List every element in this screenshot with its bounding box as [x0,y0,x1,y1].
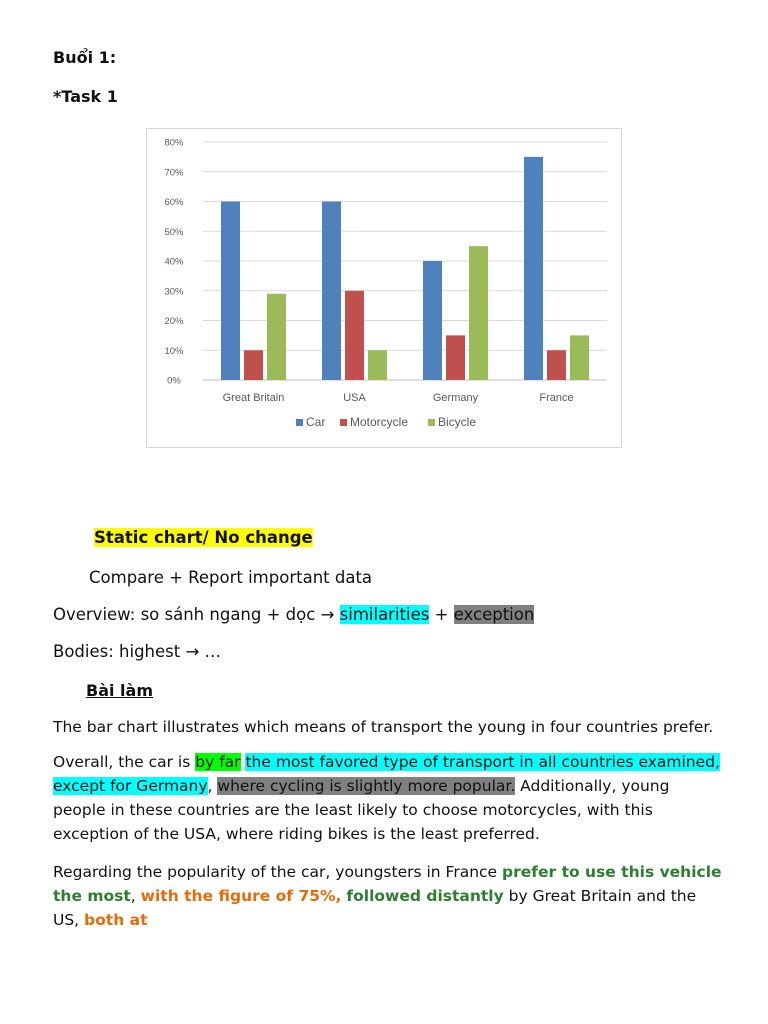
x-tick-label: Great Britain [222,392,285,404]
x-tick-label: USA [343,392,366,404]
y-tick-label: 80% [164,137,184,149]
essay-paragraph-3 [53,860,723,932]
bar-car [322,202,341,381]
static-chart-label: Static chart/ No change [94,528,313,547]
y-tick-label: 30% [164,286,184,298]
bar-motorcycle [547,350,566,380]
arrow-icon: → [320,605,335,624]
bar-car [524,157,543,380]
legend-swatch [428,419,435,426]
bar-chart [146,128,622,448]
bar-car [221,202,240,381]
essay-paragraph-1: The bar chart illustrates which means of transport the young in four countries prefer. [53,718,714,736]
legend-label: Car [306,415,326,429]
x-tick-label: Germany [432,392,479,404]
bodies-suffix: … [199,642,222,661]
legend-swatch [296,419,303,426]
p2-highlight-main: the most favored type of transport in all countries examined, except for Germany [53,753,720,795]
legend-label: Motorcycle [350,415,409,429]
bar-car [423,261,442,380]
p2-text-a: Overall, the car is [53,753,196,771]
overview-note [53,605,534,624]
exception-label: exception [453,605,535,624]
y-tick-label: 60% [164,197,184,208]
bodies-note [53,642,221,661]
y-tick-label: 40% [164,256,184,268]
x-tick-label: France [539,392,574,404]
bodies-prefix: Bodies: highest [53,642,186,661]
bar-bicycle [368,350,387,380]
p2-text-e: , [207,777,218,795]
bar-motorcycle [345,291,364,380]
essay-title: Bài làm [86,681,153,700]
p3-text-g: by Great Britain and the US, [53,887,697,929]
arrow-icon: → [185,642,200,661]
bar-bicycle [267,294,286,380]
bar-motorcycle [446,335,465,380]
chart-svg [147,129,621,447]
bar-motorcycle [244,350,263,380]
p2-highlight-cycling: where cycling is slightly more popular. [217,777,516,795]
compare-note: Compare + Report important data [89,568,373,587]
essay-paragraph-2 [53,750,723,846]
bar-bicycle [570,335,589,380]
overview-prefix: Overview: so sánh ngang + dọc [53,605,321,624]
y-tick-label: 50% [164,226,184,238]
p2-text-g: Additionally, young people in these countries are the least likely to choose motorcycles, with this exception of the USA, where riding bikes is the least preferred. [53,777,670,843]
plus-sign: + [429,605,454,624]
y-tick-label: 70% [164,167,184,179]
p3-phrase-followed: followed distantly [346,887,504,905]
legend-swatch [340,419,347,426]
session-heading: Buổi 1: [53,48,117,67]
p2-highlight-by-far: by far [195,753,241,771]
p3-phrase-prefer: prefer to use this vehicle the most [53,863,722,905]
bar-bicycle [469,246,488,380]
p3-phrase-figure: with the figure of 75%, [140,887,342,905]
p3-phrase-both-at: both at [84,911,148,929]
static-chart-note [94,528,313,547]
similarities-label: similarities [339,605,430,624]
p3-text-a: Regarding the popularity of the car, youngsters in France [53,863,503,881]
y-tick-label: 20% [164,316,184,327]
y-tick-label: 0% [167,375,181,387]
y-tick-label: 10% [164,345,184,357]
task-heading: *Task 1 [53,87,118,106]
p3-text-c: , [130,887,141,905]
legend-label: Bicycle [438,415,477,429]
